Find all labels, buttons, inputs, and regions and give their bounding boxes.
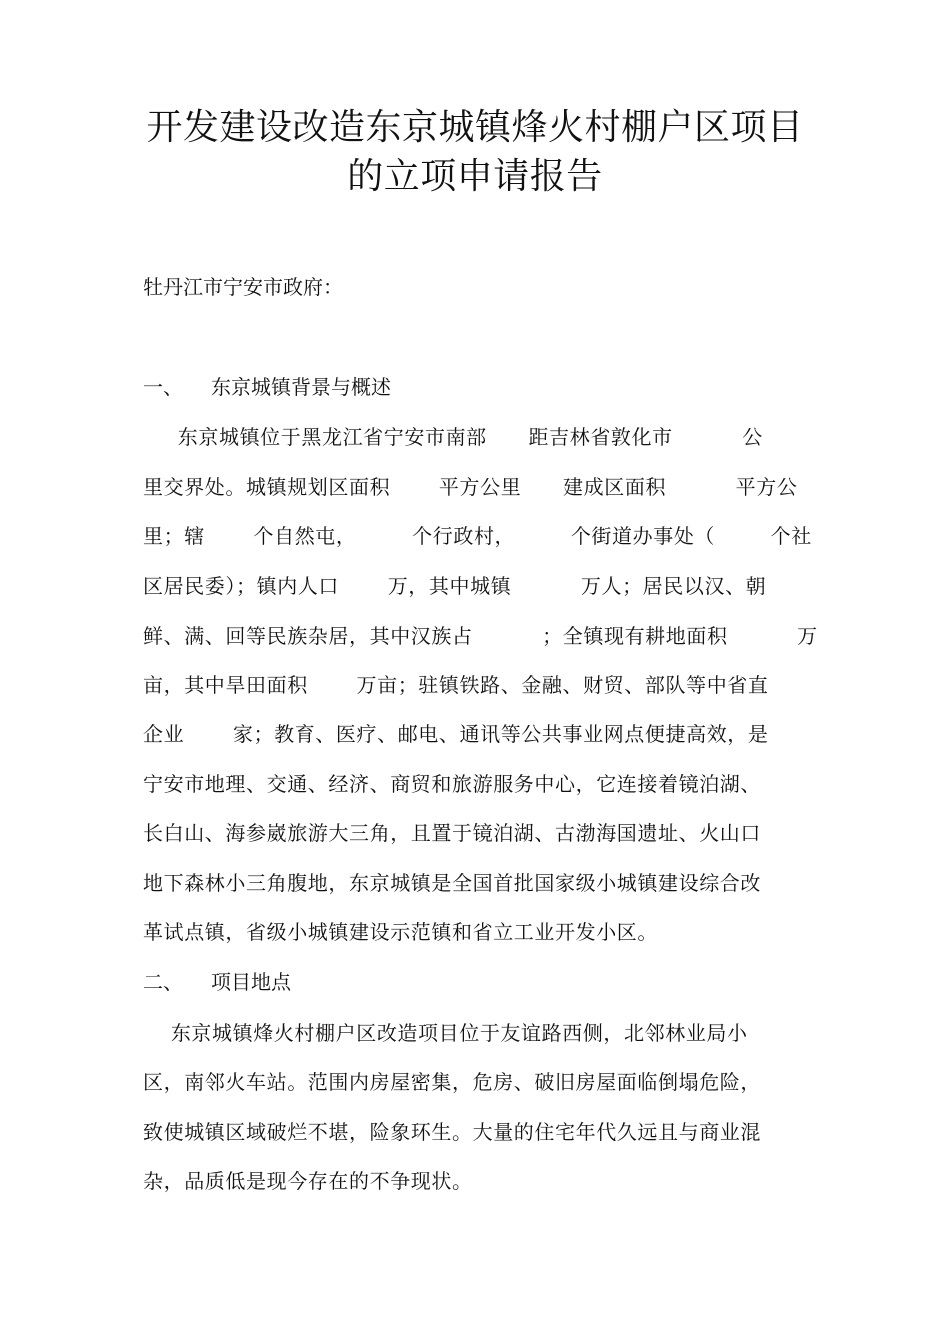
document-title-line-2: 的立项申请报告 bbox=[347, 156, 603, 197]
section-1-heading bbox=[143, 373, 391, 401]
section-1-line: 企业 家；教育、医疗、邮电、通讯等公共事业网点便捷高效，是 bbox=[143, 722, 769, 746]
section-1-line: 区居民委）；镇内人口 万，其中城镇 万人；居民以汉、朝 bbox=[143, 574, 767, 598]
section-2-number: 二、 bbox=[143, 970, 183, 994]
section-1-line: 里交界处。城镇规划区面积 平方公里 建成区面积 平方公 bbox=[143, 475, 798, 499]
section-1-line: 革试点镇，省级小城镇建设示范镇和省立工业开发小区。 bbox=[143, 920, 658, 944]
section-2-line: 东京城镇烽火村棚户区改造项目位于友谊路西侧，北邻林业局小 bbox=[143, 1021, 748, 1045]
document-title-line-1: 开发建设改造东京城镇烽火村棚户区项目 bbox=[146, 107, 804, 148]
section-2-heading bbox=[143, 968, 291, 996]
section-2-line: 致使城镇区域破烂不堪，险象环生。大量的住宅年代久远且与商业混 bbox=[143, 1120, 761, 1144]
section-1-line: 东京城镇位于黑龙江省宁安市南部 距吉林省敦化市 公 bbox=[143, 425, 763, 449]
salutation: 牡丹江市宁安市政府： bbox=[143, 275, 343, 299]
section-2-title: 项目地点 bbox=[211, 970, 291, 994]
section-1-line: 亩，其中旱田面积 万亩；驻镇铁路、金融、财贸、部队等中省直 bbox=[143, 673, 769, 697]
section-1-line: 宁安市地理、交通、经济、商贸和旅游服务中心，它连接着镜泊湖、 bbox=[143, 772, 761, 796]
section-1-number: 一、 bbox=[143, 375, 183, 399]
section-2-line: 杂，品质低是现今存在的不争现状。 bbox=[143, 1169, 473, 1193]
section-1-title: 东京城镇背景与概述 bbox=[211, 375, 391, 399]
section-1-line: 地下森林小三角腹地，东京城镇是全国首批国家级小城镇建设综合改 bbox=[143, 871, 761, 895]
section-1-line: 里；辖 个自然屯， 个行政村， 个街道办事处（ 个社 bbox=[143, 524, 812, 548]
section-1-line: 长白山、海参崴旅游大三角，且置于镜泊湖、古渤海国遗址、火山口 bbox=[143, 821, 761, 845]
section-1-line: 鲜、满、回等民族杂居，其中汉族占 ；全镇现有耕地面积 万 bbox=[143, 624, 818, 648]
section-2-line: 区，南邻火车站。范围内房屋密集，危房、破旧房屋面临倒塌危险， bbox=[143, 1070, 761, 1094]
